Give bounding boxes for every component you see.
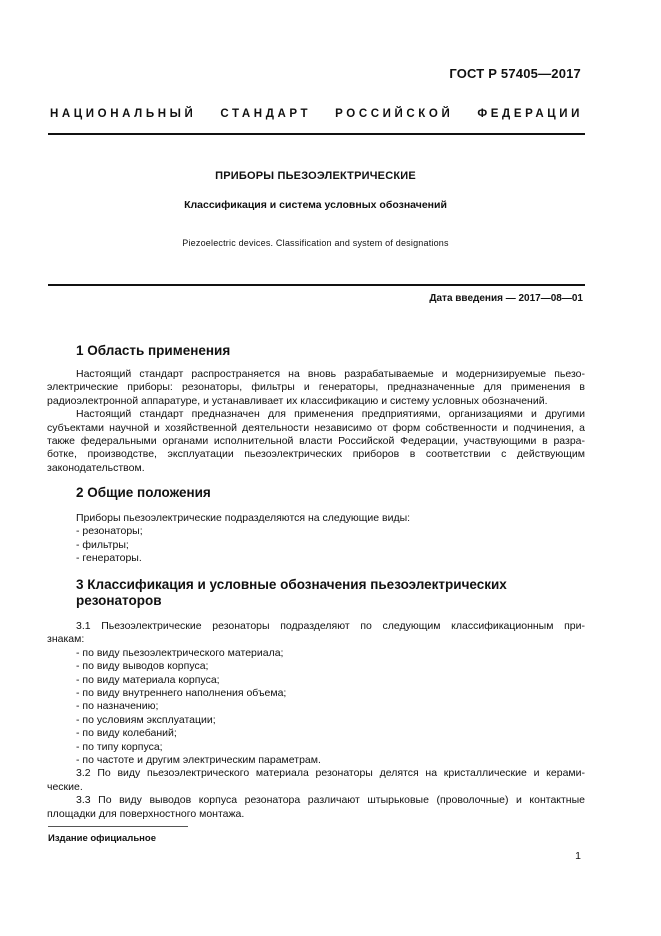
national-standard-heading: НАЦИОНАЛЬНЫЙ СТАНДАРТ РОССИЙСКОЙ ФЕДЕРАЦИИ <box>50 108 583 120</box>
document-title-ru: ПРИБОРЫ ПЬЕЗОЭЛЕКТРИЧЕСКИЕ <box>215 170 416 182</box>
section-3-line: - по назначению; <box>76 700 159 713</box>
section-3-heading-line: резонаторов <box>76 593 162 608</box>
title-bottom-rule <box>48 284 585 286</box>
section-2-line: - фильтры; <box>76 538 129 551</box>
section-3-line: - по виду выводов корпуса; <box>76 660 209 673</box>
section-2-line: Приборы пьезоэлектрические подразделяются на следующие виды: <box>76 512 411 524</box>
section-3-line: площадки для поверхностного монтажа. <box>47 807 245 820</box>
section-3-line: 3.3 По виду выводов корпуса резонатора различают штырьковые (проволочные) и контактные <box>76 794 585 807</box>
section-1-line: ботке, производстве, эксплуатации пьезоэлектрических приборов в соответствии с действующим <box>47 448 585 461</box>
section-1-line: радиоэлектронной аппаратуре, и устанавливает их классификацию и систему условных обозначений. <box>47 394 548 407</box>
section-2-line: - резонаторы; <box>76 525 143 538</box>
top-rule <box>48 133 585 135</box>
section-1-line: законодательством. <box>47 461 145 474</box>
section-1-line: Настоящий стандарт предназначен для применения предприятиями, организациями и другими <box>76 408 585 421</box>
official-edition-label: Издание официальное <box>48 833 156 844</box>
section-1-line: также федеральными органами исполнительной власти Российской Федерации, участвующими в разра- <box>47 435 585 448</box>
section-3-line: 3.2 По виду пьезоэлектрического материала резонаторы делятся на кристаллические и керами- <box>76 767 585 780</box>
section-1-line: Настоящий стандарт распространяется на вновь разрабатываемые и модернизируемые пьезо- <box>76 368 585 380</box>
section-3-line: ческие. <box>47 780 83 793</box>
section-3-heading <box>76 577 586 609</box>
introduction-date: Дата введения — 2017—08—01 <box>429 293 583 304</box>
footer-rule <box>48 826 188 827</box>
section-1-line: электрические приборы: резонаторы, фильтры и генераторы, предназначенные для применения в <box>47 381 585 394</box>
section-3-line: - по виду материала корпуса; <box>76 673 220 686</box>
section-3-heading-line: 3 Классификация и условные обозначения пьезоэлектрических <box>76 577 507 592</box>
section-2-body <box>76 512 585 566</box>
section-3-line: - по виду колебаний; <box>76 727 177 740</box>
section-3-line: - по частоте и другим электрическим параметрам. <box>76 754 321 767</box>
section-3-line: - по виду пьезоэлектрического материала; <box>76 646 284 659</box>
page-number: 1 <box>575 850 581 862</box>
section-1-body <box>47 368 585 475</box>
section-2-heading: 2 Общие положения <box>76 485 211 500</box>
section-3-body <box>47 620 585 821</box>
document-title-en: Piezoelectric devices. Classification and system of designations <box>182 238 449 248</box>
section-1-heading: 1 Область применения <box>76 343 231 358</box>
section-3-line: знакам: <box>47 633 85 646</box>
document-code: ГОСТ Р 57405—2017 <box>449 66 581 81</box>
document-subtitle-ru: Классификация и система условных обозначений <box>184 199 447 211</box>
section-3-line: - по виду внутреннего наполнения объема; <box>76 687 287 700</box>
section-1-line: субъектами научной и хозяйственной деятельности независимо от форм собственности и подчинения, а <box>47 421 585 434</box>
section-2-line: - генераторы. <box>76 552 142 565</box>
section-3-line: 3.1 Пьезоэлектрические резонаторы подразделяют по следующим классификационным при- <box>76 620 585 632</box>
section-3-line: - по условиям эксплуатации; <box>76 713 216 726</box>
section-3-line: - по типу корпуса; <box>76 740 163 753</box>
